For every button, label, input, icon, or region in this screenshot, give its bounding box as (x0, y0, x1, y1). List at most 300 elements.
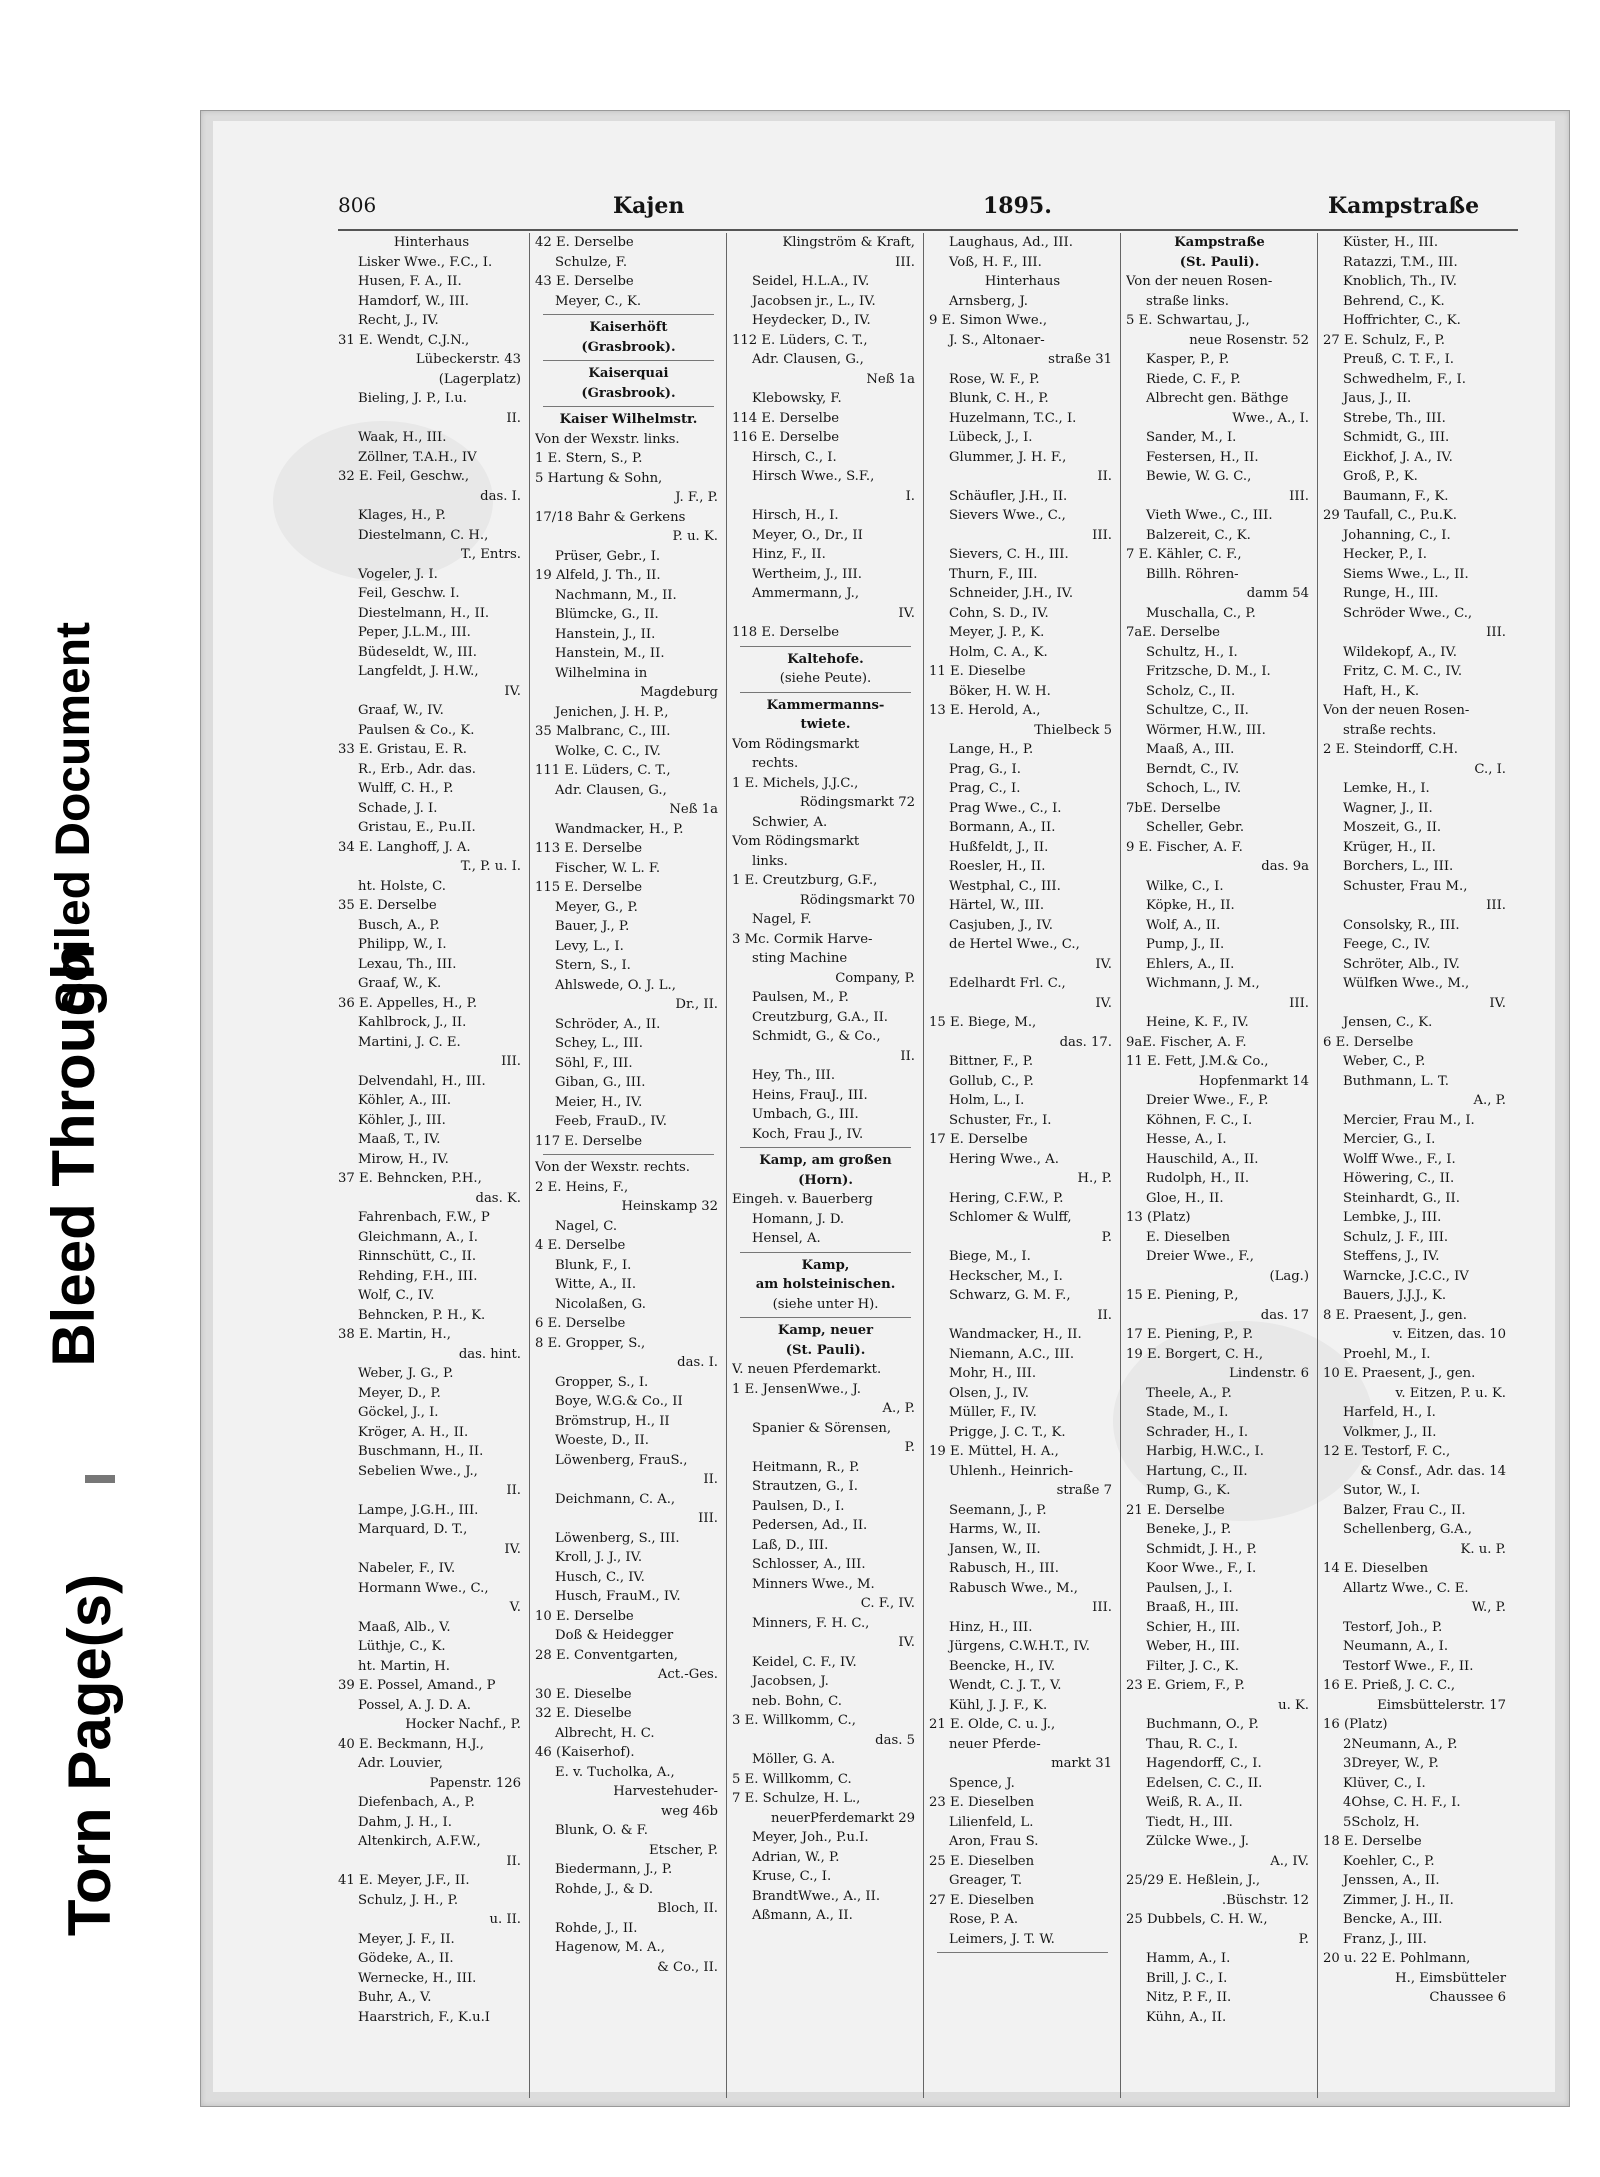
directory-entry: Paulsen, J., I. (1146, 1580, 1233, 1596)
directory-entry: Filter, J. C., K. (1146, 1658, 1239, 1674)
directory-entry: II. (703, 1472, 718, 1487)
directory-entry: Baumann, F., K. (1343, 488, 1449, 504)
directory-entry: Creutzburg, G.A., II. (752, 1009, 888, 1025)
directory-entry: Köhler, A., III. (358, 1093, 452, 1108)
directory-entry: Rose, P. A. (949, 1912, 1019, 1927)
directory-entry: Heinskamp 32 (621, 1199, 718, 1214)
directory-entry: Witte, A., II. (555, 1277, 637, 1292)
directory-entry: Huzelmann, T.C., I. (949, 410, 1077, 426)
directory-entry: Strautzen, G., I. (752, 1479, 858, 1494)
directory-entry: Wendt, C. J. T., V. (949, 1678, 1062, 1693)
directory-entry: Fritz, C. M. C., IV. (1343, 664, 1463, 679)
directory-entry: Biedermann, J., P. (555, 1862, 673, 1877)
directory-entry: Kasper, P., P. (1146, 352, 1230, 367)
directory-entry: 17 E. Piening, P., P. (1126, 1327, 1254, 1342)
column-2 (535, 233, 722, 2103)
scan-notice-strip (0, 0, 190, 2177)
directory-entry: 11 E. Dieselbe (929, 664, 1026, 679)
directory-entry: sting Machine (752, 951, 848, 966)
directory-entry: Wagner, J., II. (1343, 800, 1433, 816)
directory-entry: Gristau, E., P.u.II. (358, 820, 476, 835)
street-heading: Kammermanns- (766, 697, 885, 713)
directory-entry: Gropper, S., I. (555, 1374, 649, 1390)
directory-entry: Schwier, A. (752, 814, 828, 830)
directory-entry: Rödingsmarkt 72 (799, 795, 915, 810)
directory-entry: 17 E. Derselbe (929, 1132, 1028, 1147)
directory-entry: 16 (Platz) (1323, 1717, 1388, 1732)
directory-entry: Jacobsen jr., L., IV. (752, 293, 876, 309)
directory-entry: Casjuben, J., IV. (949, 917, 1053, 933)
directory-entry: Klingström & Kraft, (782, 235, 915, 250)
directory-entry: 7 E. Schulze, H. L., (732, 1791, 861, 1806)
section-rule (740, 1317, 911, 1318)
directory-entry: 118 E. Derselbe (732, 625, 840, 640)
directory-entry: Rudolph, H., II. (1146, 1171, 1250, 1186)
directory-entry: 38 E. Martin, H., (338, 1327, 451, 1342)
directory-entry: J. S., Altonaer- (949, 332, 1045, 348)
directory-entry: 114 E. Derselbe (732, 410, 840, 426)
directory-entry: Beencke, H., IV. (949, 1658, 1056, 1674)
directory-entry: 27 E. Schulz, F., P. (1323, 332, 1445, 348)
directory-entry: 21 E. Derselbe (1126, 1502, 1225, 1518)
section-rule (543, 1154, 714, 1155)
directory-entry: Feeb, FrauD., IV. (555, 1114, 667, 1129)
section-rule (543, 314, 714, 315)
street-heading: Kamp, am großen (759, 1153, 892, 1168)
directory-entry: Rohde, J., & D. (555, 1881, 654, 1897)
directory-entry: das. I. (677, 1355, 718, 1370)
directory-entry: Wolf, C., IV. (358, 1288, 435, 1303)
directory-entry: Eingeh. v. Bauerberg (732, 1192, 873, 1207)
directory-entry: 25 Dubbels, C. H. W., (1126, 1912, 1268, 1927)
directory-entry: 10 E. Derselbe (535, 1608, 634, 1624)
directory-entry: das. 9a (1261, 859, 1309, 874)
directory-entry: 11 E. Fett, J.M.& Co., (1126, 1054, 1269, 1069)
directory-entry: Husch, C., IV. (555, 1569, 645, 1585)
directory-entry: v. Eitzen, das. 10 (1392, 1327, 1506, 1342)
directory-entry: 32 E. Feil, Geschw., (338, 469, 470, 484)
directory-entry: III. (1486, 898, 1506, 913)
directory-entry: Sebelien Wwe., J., (358, 1463, 478, 1479)
directory-entry: 13 E. Herold, A., (929, 703, 1041, 718)
directory-entry: P. u. K. (672, 529, 718, 544)
directory-entry: neuer Pferde- (949, 1736, 1041, 1752)
directory-entry: Heitmann, R., P. (752, 1459, 860, 1475)
directory-entry: 19 Alfeld, J. Th., II. (535, 568, 661, 583)
directory-entry: Groß, P., K. (1343, 469, 1418, 484)
directory-entry: Roesler, H., II. (949, 859, 1046, 874)
directory-entry: Stern, S., I. (555, 958, 631, 973)
directory-entry: Feil, Geschw. I. (358, 586, 460, 601)
directory-entry: Schulze, F. (555, 254, 628, 270)
directory-entry: Eickhof, J. A., IV. (1343, 449, 1453, 465)
directory-entry: Schulz, J. H., P. (358, 1892, 459, 1908)
directory-entry: Dreier Wwe., F., (1146, 1249, 1254, 1264)
directory-entry: Jenssen, A., II. (1343, 1873, 1440, 1888)
directory-entry: Hirsch, C., I. (752, 449, 837, 465)
directory-entry: Sievers, C. H., III. (949, 547, 1069, 562)
directory-entry: 43 E. Derselbe (535, 274, 634, 289)
directory-entry: Chaussee 6 (1429, 1990, 1506, 2005)
directory-entry: Etscher, P. (648, 1842, 718, 1858)
directory-entry: das. K. (475, 1190, 521, 1206)
directory-entry: Balzereit, C., K. (1146, 527, 1251, 543)
directory-entry: H., P. (1077, 1171, 1112, 1186)
street-heading: twiete. (800, 717, 851, 732)
directory-entry: Knoblich, Th., IV. (1343, 274, 1457, 289)
directory-entry: 46 (Kaiserhof). (535, 1745, 635, 1760)
directory-entry: u. II. (489, 1912, 521, 1927)
directory-entry: Rose, W. F., P. (949, 371, 1040, 387)
directory-entry: Schlosser, A., III. (752, 1557, 866, 1572)
directory-entry: 8 E. Gropper, S., (535, 1335, 646, 1351)
directory-entry: Büdeseldt, W., III. (358, 644, 477, 660)
directory-entry: Hey, Th., III. (752, 1068, 836, 1083)
directory-entry: Stade, M., I. (1146, 1405, 1229, 1420)
directory-entry: Borchers, L., III. (1343, 859, 1454, 874)
directory-entry: Schrader, H., I. (1146, 1424, 1249, 1440)
directory-entry: 2 E. Steindorff, C.H. (1323, 742, 1458, 757)
directory-entry: Heydecker, D., IV. (752, 313, 871, 328)
directory-entry: Nachmann, M., II. (555, 587, 677, 603)
directory-entry: III. (501, 1054, 521, 1069)
directory-entry: markt 31 (1051, 1756, 1112, 1771)
directory-entry: Mercier, G., I. (1343, 1132, 1436, 1147)
directory-entry: II. (900, 1048, 915, 1064)
directory-entry: Maaß, Alb., V. (358, 1619, 451, 1635)
directory-entry: Spanier & Sörensen, (752, 1420, 892, 1436)
directory-entry: Testorf Wwe., F., II. (1343, 1658, 1474, 1674)
directory-entry: Rinnschütt, C., II. (358, 1249, 477, 1264)
directory-entry: Sievers Wwe., C., (949, 508, 1066, 523)
directory-entry: Köhnen, F. C., I. (1146, 1112, 1253, 1128)
directory-entry: 35 E. Derselbe (338, 898, 437, 913)
directory-entry: Paulsen & Co., K. (358, 722, 475, 738)
directory-entry: P. (904, 1440, 915, 1455)
directory-entry: Warncke, J.C.C., IV (1343, 1268, 1469, 1284)
directory-entry: das. hint. (458, 1346, 521, 1362)
directory-entry: Buchmann, O., P. (1146, 1717, 1259, 1732)
directory-entry: Proehl, M., I. (1343, 1346, 1431, 1362)
directory-entry: 1 E. Stern, S., P. (535, 451, 643, 466)
directory-entry: Seidel, H.L.A., IV. (752, 274, 870, 289)
directory-entry: Heins, FrauJ., III. (752, 1087, 868, 1103)
directory-entry: I. (905, 488, 915, 504)
directory-entry: Graaf, W., IV. (358, 703, 444, 718)
directory-entry: Köhler, J., III. (358, 1112, 446, 1128)
directory-entry: de Hertel Wwe., C., (949, 937, 1080, 952)
left-running-title: Kajen (613, 193, 685, 219)
directory-entry: (siehe unter H). (772, 1296, 879, 1312)
directory-entry: 7aE. Derselbe (1126, 625, 1220, 640)
directory-entry: Wilke, C., I. (1146, 878, 1224, 894)
directory-entry: Hirsch, H., I. (752, 508, 839, 523)
directory-entry: Hering, C.F.W., P. (949, 1190, 1064, 1206)
street-heading: (Grasbrook). (581, 339, 676, 355)
directory-page (200, 110, 1570, 2107)
directory-entry: Muschalla, C., P. (1146, 605, 1256, 621)
directory-entry: Maaß, T., IV. (358, 1132, 441, 1147)
directory-entry: IV. (898, 605, 915, 621)
directory-entry: Buschmann, H., II. (358, 1444, 484, 1459)
directory-entry: Peper, J.L.M., III. (358, 625, 471, 640)
directory-entry: Langfeldt, J. H.W., (358, 664, 479, 679)
directory-entry: Braaß, H., III. (1146, 1600, 1239, 1615)
directory-entry: Giban, G., III. (555, 1075, 646, 1090)
directory-entry: Wildekopf, A., IV. (1343, 644, 1457, 660)
directory-entry: Hauschild, A., II. (1146, 1151, 1259, 1167)
section-rule (740, 1252, 911, 1253)
directory-entry: Dahm, J. H., I. (358, 1814, 452, 1830)
directory-entry: Nagel, C. (555, 1218, 618, 1234)
directory-entry: Wertheim, J., III. (752, 566, 862, 582)
directory-entry: 9aE. Fischer, A. F. (1126, 1034, 1247, 1050)
directory-entry: 14 E. Dieselben (1323, 1561, 1429, 1576)
directory-entry: Lübeck, J., I. (949, 430, 1033, 445)
directory-entry: BrandtWwe., A., II. (752, 1888, 881, 1904)
street-heading: Kaiserquai (588, 366, 669, 381)
directory-entry: Rohde, J., II. (555, 1920, 638, 1936)
column-5 (1126, 233, 1313, 2103)
directory-entry: 23 E. Griem, F., P. (1126, 1678, 1245, 1693)
directory-entry: ht. Martin, H. (358, 1658, 450, 1674)
directory-entry: 33 E. Gristau, E. R. (338, 742, 467, 757)
page-number: 806 (338, 193, 377, 217)
directory-entry: Pedersen, Ad., II. (752, 1518, 868, 1533)
directory-entry: Gleichmann, A., I. (358, 1229, 478, 1245)
directory-entry: Neumann, A., I. (1343, 1639, 1449, 1654)
directory-entry: Gloe, H., II. (1146, 1190, 1224, 1206)
directory-entry: 116 E. Derselbe (732, 430, 840, 445)
directory-entry: Küster, H., III. (1343, 235, 1439, 250)
directory-entry: Schellenberg, G.A., (1343, 1522, 1472, 1537)
directory-entry: Waak, H., III. (358, 430, 447, 445)
directory-entry: Von der neuen Rosen- (1323, 703, 1470, 718)
directory-entry: Böker, H. W. H. (949, 683, 1051, 699)
directory-entry: Prigge, J. C. T., K. (949, 1424, 1066, 1440)
directory-entry: Schlomer & Wulff, (949, 1210, 1072, 1225)
directory-entry: links. (752, 853, 788, 869)
directory-entry: Wilhelmina in (555, 665, 648, 681)
directory-entry: Testorf, Joh., P. (1343, 1619, 1443, 1635)
directory-entry: 4Ohse, C. H. F., I. (1343, 1795, 1461, 1810)
directory-entry: Hopfenmarkt 14 (1199, 1073, 1309, 1089)
directory-entry: Lexau, Th., III. (358, 956, 457, 972)
directory-entry: weg 46b (661, 1803, 718, 1819)
directory-entry: Klebowsky, F. (752, 391, 842, 406)
directory-entry: Martini, J. C. E. (358, 1034, 461, 1050)
directory-entry: P. (1101, 1229, 1112, 1245)
directory-entry: Hinterhaus (393, 235, 470, 250)
directory-entry: Wörmer, H.W., III. (1146, 722, 1266, 738)
directory-entry: Aron, Frau S. (949, 1834, 1039, 1849)
directory-entry: J. F., P. (675, 490, 718, 505)
directory-entry: Brill, J. C., I. (1146, 1970, 1228, 1986)
directory-entry: 19 E. Borgert, C. H., (1126, 1346, 1264, 1362)
directory-entry: III. (1092, 527, 1112, 543)
directory-entry: u. K. (1278, 1697, 1309, 1713)
directory-entry: IV. (1095, 956, 1112, 972)
directory-entry: Minners Wwe., M. (752, 1576, 875, 1592)
directory-entry: Söhl, F., III. (555, 1055, 633, 1071)
directory-entry: Husen, F. A., II. (358, 274, 462, 289)
directory-entry: Buhr, A., V. (358, 1990, 432, 2005)
directory-entry: Recht, J., IV. (358, 313, 439, 328)
directory-entry: Prag, C., I. (949, 781, 1021, 796)
directory-entry: Wernecke, H., III. (358, 1970, 477, 1986)
directory-entry: II. (506, 410, 521, 426)
directory-entry: Boye, W.G.& Co., II (555, 1394, 683, 1409)
directory-entry: Hinz, F., II. (752, 547, 826, 562)
directory-entry: Zülcke Wwe., J. (1146, 1834, 1249, 1849)
directory-entry: Ratazzi, T.M., III. (1343, 254, 1458, 270)
directory-entry: Schmidt, J. H., P. (1146, 1541, 1257, 1557)
directory-entry: Lisker Wwe., F.C., I. (358, 254, 493, 270)
directory-entry: Voß, H. F., III. (949, 254, 1042, 270)
street-heading: (St. Pauli). (1179, 254, 1260, 270)
directory-entry: Hormann Wwe., C., (358, 1580, 489, 1596)
directory-entry: 32 E. Dieselbe (535, 1706, 632, 1721)
directory-entry: 37 E. Behncken, P.H., (338, 1171, 482, 1186)
directory-entry: 113 E. Derselbe (535, 841, 643, 856)
directory-entry: Meyer, G., P. (555, 899, 638, 915)
directory-entry: Leimers, J. T. W. (949, 1931, 1055, 1947)
directory-entry: Bauers, J.J.J., K. (1343, 1288, 1447, 1303)
directory-entry: II. (1097, 469, 1112, 484)
directory-entry: IV. (504, 683, 521, 699)
directory-entry: 27 E. Dieselben (929, 1892, 1035, 1908)
directory-entry: Minners, F. H. C., (752, 1615, 870, 1631)
column-4 (929, 233, 1116, 2103)
directory-entry: Schuster, Fr., I. (949, 1112, 1052, 1128)
directory-entry: Fahrenbach, F.W., P (358, 1210, 490, 1225)
directory-entry: 115 E. Derselbe (535, 880, 643, 895)
directory-entry: 23 E. Dieselben (929, 1795, 1035, 1810)
directory-entry: Dr., II. (675, 997, 718, 1012)
directory-entry: Steinhardt, G., II. (1343, 1190, 1460, 1206)
directory-entry: Beneke, J., P. (1146, 1522, 1232, 1537)
directory-entry: Bittner, F., P. (949, 1054, 1034, 1069)
directory-entry: Blümcke, G., II. (555, 607, 659, 622)
directory-entry: IV. (1095, 995, 1112, 1011)
column-6 (1323, 233, 1510, 2103)
directory-entry: & Consf., Adr. das. 14 (1360, 1463, 1506, 1479)
directory-entry: ht. Holste, C. (358, 878, 446, 894)
directory-entry: Lampe, J.G.H., III. (358, 1502, 479, 1518)
directory-entry: Woeste, D., II. (555, 1433, 649, 1448)
column-separator (923, 233, 924, 2098)
directory-entry: Rabusch, H., III. (949, 1561, 1059, 1576)
directory-entry: T., Entrs. (460, 547, 521, 562)
directory-entry: Hering Wwe., A. (949, 1151, 1059, 1167)
directory-entry: Vogeler, J. I. (358, 566, 438, 582)
directory-entry: Schneider, J.H., IV. (949, 586, 1074, 601)
directory-entry: A., P. (1473, 1093, 1506, 1108)
directory-entry: Hanstein, M., II. (555, 646, 665, 661)
directory-entry: T., P. u. I. (460, 859, 521, 874)
directory-entry: neb. Bohn, C. (752, 1693, 842, 1709)
directory-entry: Delvendahl, H., III. (358, 1073, 486, 1089)
directory-entry: Hocker Nachf., P. (405, 1717, 521, 1732)
directory-entry: Franz, J., III. (1343, 1931, 1427, 1947)
directory-entry: Adr. Louvier, (358, 1756, 443, 1771)
directory-entry: Meyer, J. F., II. (358, 1931, 455, 1947)
directory-entry: Hecker, P., I. (1343, 547, 1427, 562)
directory-entry: Jaus, J., II. (1343, 391, 1412, 406)
directory-entry: 10 E. Praesent, J., gen. (1323, 1366, 1476, 1381)
directory-entry: 34 E. Langhoff, J. A. (338, 839, 471, 855)
directory-entry: Meyer, Joh., P.u.I. (752, 1830, 869, 1845)
street-heading: Kaltehofe. (787, 651, 864, 667)
directory-entry: Adrian, W., P. (752, 1849, 840, 1865)
directory-entry: Zimmer, J. H., II. (1343, 1892, 1454, 1908)
directory-columns (338, 233, 1518, 2113)
directory-entry: Blunk, O. & F. (555, 1823, 648, 1838)
directory-entry: Olsen, J., IV. (949, 1385, 1029, 1401)
directory-entry: Seemann, J., P. (949, 1502, 1047, 1518)
directory-entry: V. (509, 1600, 521, 1615)
directory-entry: Behncken, P. H., K. (358, 1307, 486, 1323)
directory-entry: Busch, A., P. (358, 917, 440, 933)
directory-entry: Hesse, A., I. (1146, 1132, 1227, 1147)
directory-entry: das. I. (480, 488, 521, 504)
directory-entry: 36 E. Appelles, H., P. (338, 995, 478, 1011)
directory-entry: 4 E. Derselbe (535, 1238, 626, 1253)
directory-entry: Buthmann, L. T. (1343, 1073, 1449, 1089)
directory-entry: Westphal, C., III. (949, 878, 1061, 894)
directory-entry: Wolf, A., II. (1146, 917, 1221, 933)
directory-entry: Ahlswede, O. J. L., (555, 977, 676, 993)
directory-entry: Wichmann, J. M., (1146, 976, 1260, 991)
directory-entry: Cohn, S. D., IV. (949, 605, 1049, 621)
directory-entry: Schade, J. I. (358, 800, 438, 816)
directory-entry: Hamdorf, W., III. (358, 293, 469, 309)
directory-entry: Niemann, A.C., III. (949, 1346, 1075, 1362)
directory-entry: neuerPferdemarkt 29 (771, 1810, 915, 1826)
directory-entry: W., P. (1471, 1600, 1506, 1615)
directory-entry: Von der neuen Rosen- (1126, 274, 1273, 289)
directory-entry: Jensen, C., K. (1343, 1015, 1433, 1030)
directory-entry: Heckscher, M., I. (949, 1268, 1063, 1284)
directory-entry: 6 E. Derselbe (1323, 1034, 1414, 1050)
directory-entry: 18 E. Derselbe (1323, 1834, 1422, 1849)
directory-entry: 9 E. Fischer, A. F. (1126, 839, 1243, 855)
directory-entry: 39 E. Possel, Amand., P (338, 1678, 496, 1693)
directory-entry: Tiedt, H., III. (1146, 1814, 1233, 1830)
directory-entry: Bauer, J., P. (555, 919, 630, 934)
directory-entry: Schey, L., III. (555, 1036, 643, 1051)
directory-entry: Hartung, C., II. (1146, 1463, 1248, 1479)
directory-entry: Preuß, C. T. F., I. (1343, 352, 1454, 367)
directory-entry: Lübeckerstr. 43 (415, 352, 521, 367)
directory-entry: Wolke, C. C., IV. (555, 743, 661, 759)
directory-entry: Nabeler, F., IV. (358, 1561, 456, 1576)
directory-entry: C. F., IV. (860, 1596, 915, 1611)
directory-entry: Biege, M., I. (949, 1249, 1031, 1264)
directory-entry: Billh. Röhren- (1146, 566, 1239, 582)
directory-entry: Hagendorff, C., I. (1146, 1756, 1262, 1771)
directory-entry: A., IV. (1270, 1853, 1309, 1869)
directory-entry: 1 E. JensenWwe., J. (732, 1381, 861, 1397)
column-separator (1120, 233, 1121, 2098)
directory-entry: Hensel, A. (752, 1231, 821, 1246)
directory-entry: Jacobsen, J. (752, 1674, 829, 1689)
directory-entry: Haarstrich, F., K.u.I (358, 2009, 490, 2025)
right-running-title: Kampstraße (1328, 193, 1480, 219)
directory-entry: Schmidt, G., III. (1343, 430, 1450, 445)
directory-entry: Hamm, A., I. (1146, 1951, 1231, 1966)
directory-entry: 7bE. Derselbe (1126, 800, 1221, 816)
